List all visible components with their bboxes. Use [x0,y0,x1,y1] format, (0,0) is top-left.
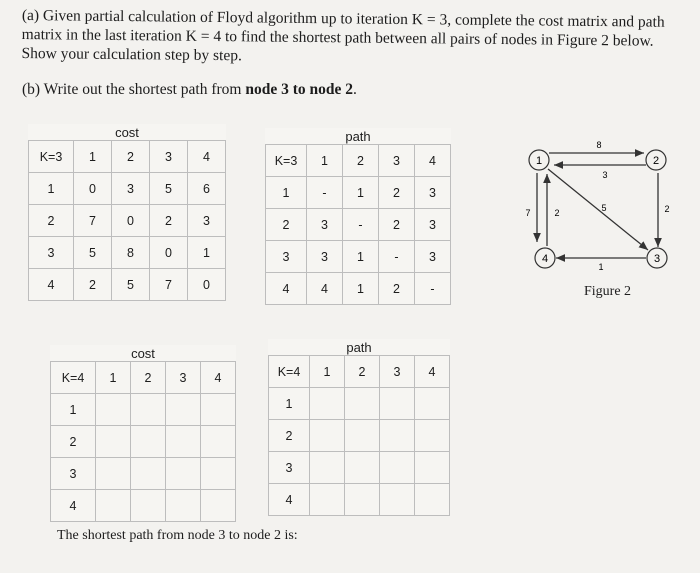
col-header: 4 [415,356,450,388]
table-cell: 3 [188,205,226,237]
table-row [29,205,226,237]
row-header: 2 [269,420,310,452]
table-cell-input[interactable] [131,458,166,490]
row-header: 4 [29,269,74,301]
corner-label: K=4 [51,362,96,394]
table-cell: 1 [343,241,379,273]
table-cell: 5 [150,173,188,205]
col-header: 4 [415,145,451,177]
table-cell-input[interactable] [380,388,415,420]
path-table-k3 [265,128,451,305]
weight-1-3: 5 [601,203,607,213]
table-cell-input[interactable] [310,388,345,420]
table-row [266,177,451,209]
table-row [29,269,226,301]
table-cell: 7 [150,269,188,301]
table-cell-input[interactable] [201,458,236,490]
table-row [51,426,236,458]
row-header: 3 [29,237,74,269]
table-row [269,420,450,452]
col-header: 4 [188,141,226,173]
table-cell: 0 [188,269,226,301]
table-row [51,490,236,522]
col-header: 1 [96,362,131,394]
table-cell-input[interactable] [345,388,380,420]
row-header: 2 [266,209,307,241]
cost-table-k4 [50,345,236,522]
row-header: 1 [266,177,307,209]
row-header: 2 [29,205,74,237]
table-cell: 6 [188,173,226,205]
col-header: 3 [150,141,188,173]
table-cell-input[interactable] [131,490,166,522]
col-header: 1 [310,356,345,388]
col-header: 2 [112,141,150,173]
figure-caption: Figure 2 [584,284,632,299]
table-cell: 2 [379,273,415,305]
col-header: 3 [166,362,201,394]
table-row [269,452,450,484]
row-header: 2 [51,426,96,458]
table-cell: 8 [112,237,150,269]
table-cell-input[interactable] [201,426,236,458]
node-label-3: 3 [653,253,661,265]
table-cell: 3 [307,241,343,273]
weight-2-3: 2 [664,204,670,214]
row-header: 4 [269,484,310,516]
table-cell-input[interactable] [415,388,450,420]
table-cell-input[interactable] [166,394,201,426]
table-cell: 0 [150,237,188,269]
table-row [51,458,236,490]
row-header: 3 [266,241,307,273]
table-cell-input[interactable] [96,394,131,426]
table-cell-input[interactable] [310,452,345,484]
table-cell: 5 [74,237,112,269]
col-header: 3 [379,145,415,177]
question-b-bold: node 3 to node 2 [245,81,354,98]
table-cell: 3 [415,177,451,209]
weight-3-4: 1 [598,262,604,272]
table-row [266,241,451,273]
col-header: 2 [345,356,380,388]
weight-1-2: 8 [596,140,602,150]
question-b-prefix: (b) Write out the shortest path from [22,81,246,98]
cost-table-k3 [28,124,226,301]
table-row [266,209,451,241]
table-cell-input[interactable] [380,484,415,516]
col-header: 4 [201,362,236,394]
table-title: cost [131,345,155,361]
table-cell: 7 [74,205,112,237]
table-cell-input[interactable] [166,426,201,458]
corner-label: K=4 [269,356,310,388]
table-cell: 0 [112,205,150,237]
table-cell-input[interactable] [166,490,201,522]
table-cell-input[interactable] [131,394,166,426]
table-cell-input[interactable] [310,484,345,516]
col-header: 2 [343,145,379,177]
path-table-k4 [268,339,450,516]
table-cell: 2 [150,205,188,237]
table-cell-input[interactable] [415,452,450,484]
col-header: 1 [74,141,112,173]
table-cell: 3 [415,241,451,273]
table-row [269,484,450,516]
table-cell: 2 [379,209,415,241]
table-cell-input[interactable] [345,452,380,484]
table-cell: - [415,273,451,305]
table-cell: - [379,241,415,273]
table-cell-input[interactable] [166,458,201,490]
col-header: 1 [307,145,343,177]
table-row [269,388,450,420]
table-row [51,394,236,426]
row-header: 3 [269,452,310,484]
answer-prompt: The shortest path from node 3 to node 2 is: [57,528,298,543]
table-cell-input[interactable] [131,426,166,458]
table-cell-input[interactable] [310,420,345,452]
table-cell: 1 [343,177,379,209]
question-b-suffix: . [353,81,357,98]
table-row [29,237,226,269]
table-cell-input[interactable] [380,420,415,452]
table-cell: 1 [188,237,226,269]
table-cell-input[interactable] [96,458,131,490]
row-header: 1 [29,173,74,205]
weight-1-4: 7 [525,208,531,218]
corner-label: K=3 [29,141,74,173]
table-cell-input[interactable] [96,490,131,522]
table-cell: 3 [415,209,451,241]
table-cell: 0 [74,173,112,205]
col-header: 3 [380,356,415,388]
edge-1-3 [548,169,648,250]
table-cell: 3 [307,209,343,241]
question-part-a: (a) Given partial calculation of Floyd algorithm up to iteration K = 3, complete the cost matrix and path matrix in the last iteration K = 4 to find the shortest path between all pairs of nodes in Figure 2 below. Show your calculation step by step. [21,6,665,65]
table-cell-input[interactable] [96,426,131,458]
table-cell-input[interactable] [345,484,380,516]
row-header: 4 [51,490,96,522]
table-row [266,273,451,305]
node-label-2: 2 [652,155,660,167]
node-label-4: 4 [541,253,549,265]
weight-4-1: 2 [554,208,560,218]
row-header: 1 [51,394,96,426]
table-cell-input[interactable] [201,490,236,522]
table-cell-input[interactable] [201,394,236,426]
row-header: 4 [266,273,307,305]
question-part-b [22,80,682,99]
table-cell-input[interactable] [380,452,415,484]
table-cell: - [307,177,343,209]
table-cell: 5 [112,269,150,301]
table-cell: - [343,209,379,241]
weight-2-1: 3 [602,170,608,180]
row-header: 1 [269,388,310,420]
node-label-1: 1 [535,155,543,167]
graph-figure [515,132,695,307]
row-header: 3 [51,458,96,490]
table-cell-input[interactable] [415,484,450,516]
table-cell-input[interactable] [345,420,380,452]
table-cell: 2 [379,177,415,209]
table-cell-input[interactable] [415,420,450,452]
table-cell: 2 [74,269,112,301]
corner-label: K=3 [266,145,307,177]
table-row [29,173,226,205]
table-title: path [345,128,371,144]
table-title: cost [115,124,139,140]
table-title: path [346,339,372,355]
col-header: 2 [131,362,166,394]
table-cell: 3 [112,173,150,205]
table-cell: 4 [307,273,343,305]
table-cell: 1 [343,273,379,305]
